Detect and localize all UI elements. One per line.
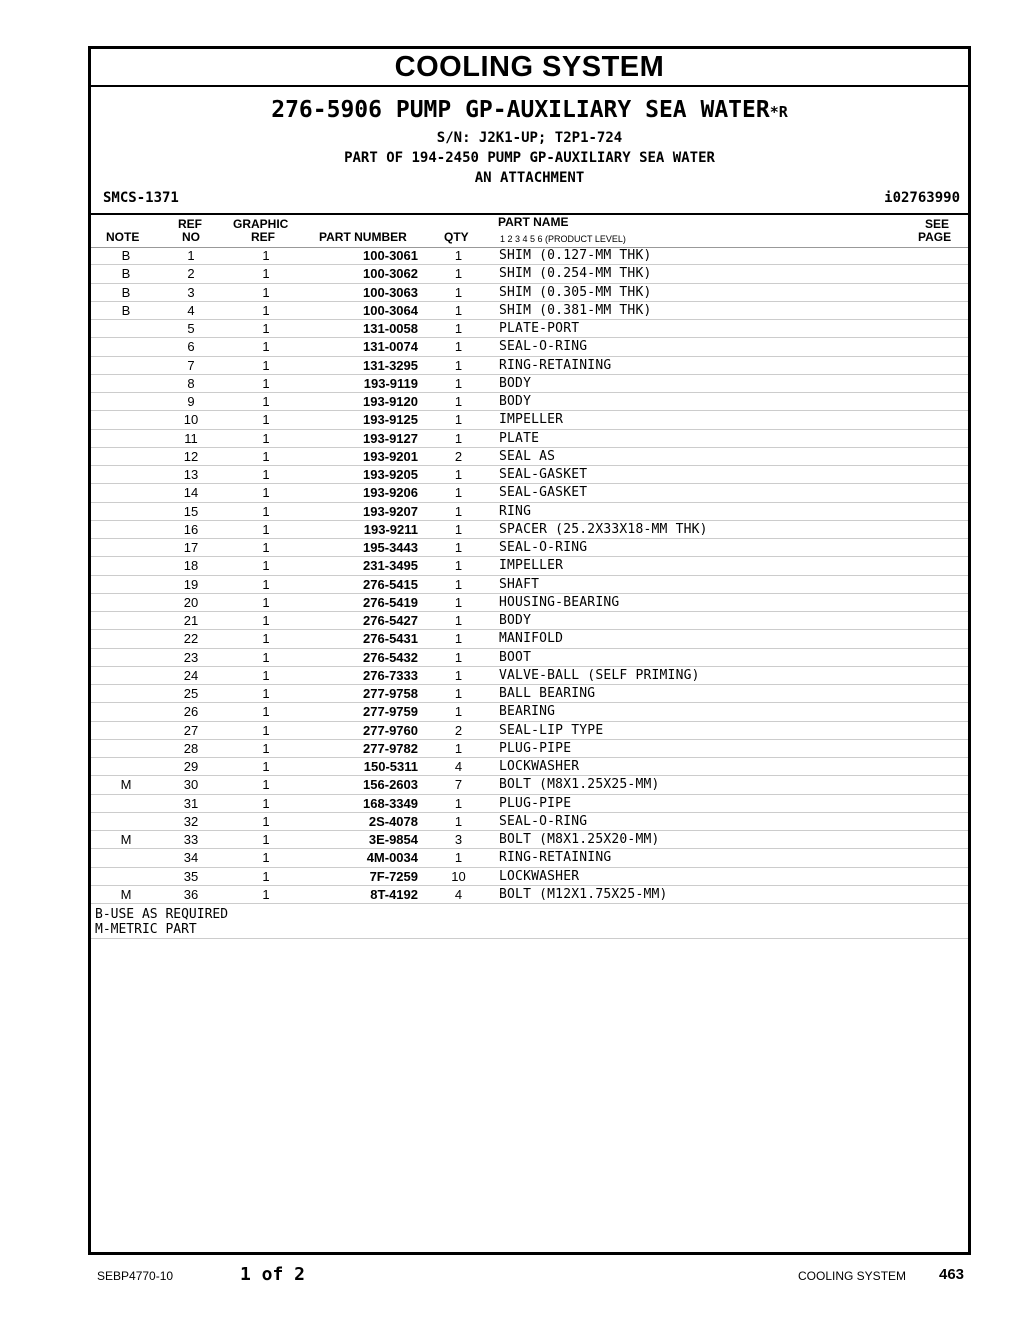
- ref-no-cell: 22: [183, 631, 199, 647]
- qty-cell: 1: [454, 813, 463, 829]
- note-cell: B: [121, 266, 131, 282]
- graphic-ref-cell: 1: [262, 813, 270, 829]
- part-name-cell: LOCKWASHER: [499, 759, 580, 774]
- table-row: [91, 758, 968, 776]
- part-number-cell: 3E-9854: [368, 832, 418, 847]
- qty-cell: 1: [454, 412, 463, 428]
- note-b: B-USE AS REQUIRED: [95, 907, 229, 922]
- table-row: [91, 776, 968, 794]
- graphic-ref-cell: 1: [262, 448, 270, 464]
- part-number-cell: 131-0058: [363, 321, 418, 336]
- ref-no-cell: 28: [183, 740, 199, 756]
- graphic-ref-cell: 1: [262, 631, 270, 647]
- footer-system: COOLING SYSTEM: [798, 1269, 907, 1283]
- part-name-cell: IMPELLER: [499, 412, 564, 428]
- ref-no-cell: 31: [183, 795, 199, 811]
- ref-no-cell: 12: [183, 448, 199, 464]
- graphic-ref-cell: 1: [262, 667, 270, 683]
- part-of-line: PART OF 194-2450 PUMP GP-AUXILIARY SEA WATER: [344, 150, 715, 166]
- table-row: [91, 740, 968, 758]
- part-name-cell: SEAL-LIP TYPE: [499, 722, 604, 738]
- graphic-ref-cell: 1: [262, 375, 270, 391]
- ref-no-cell: 26: [183, 704, 199, 720]
- table-row: [91, 557, 968, 575]
- part-name-cell: SHIM (0.254-MM THK): [499, 266, 652, 282]
- part-name-cell: BODY: [499, 613, 532, 628]
- table-row: [91, 667, 968, 685]
- group-header: [91, 96, 968, 188]
- ref-no-cell: 8: [187, 375, 195, 391]
- qty-cell: 2: [454, 722, 463, 738]
- table-row: [91, 284, 968, 302]
- qty-cell: 1: [454, 485, 463, 501]
- col-product-level: 1 2 3 4 5 6 (PRODUCT LEVEL): [500, 234, 626, 244]
- qty-cell: 1: [454, 266, 463, 282]
- ref-no-cell: 32: [183, 813, 199, 829]
- graphic-ref-cell: 1: [262, 248, 270, 263]
- col-ref-bottom: NO: [182, 230, 200, 244]
- group-title-text: 276-5906 PUMP GP-AUXILIARY SEA WATER: [271, 97, 770, 123]
- graphic-ref-cell: 1: [262, 759, 270, 774]
- part-name-cell: BODY: [499, 375, 532, 391]
- table-row: [91, 685, 968, 703]
- table-row: [91, 813, 968, 831]
- graphic-ref-cell: 1: [262, 357, 270, 373]
- graphic-ref-cell: 1: [262, 868, 270, 884]
- part-name-cell: SHIM (0.305-MM THK): [499, 284, 652, 300]
- table-row: [91, 448, 968, 466]
- col-see-top: SEE: [925, 217, 950, 231]
- ref-no-cell: 1: [187, 248, 195, 263]
- part-number-cell: 276-5427: [363, 613, 418, 628]
- part-name-cell: SEAL-GASKET: [499, 485, 588, 501]
- part-name-cell: SEAL-O-RING: [499, 540, 588, 555]
- qty-cell: 1: [454, 375, 463, 391]
- table-row: [91, 795, 968, 813]
- ref-no-cell: 18: [183, 558, 199, 574]
- table-row: [91, 338, 968, 356]
- graphic-ref-cell: 1: [262, 284, 270, 300]
- note-cell: B: [121, 284, 131, 300]
- qty-cell: 1: [454, 704, 463, 720]
- part-number-cell: 277-9782: [363, 740, 418, 756]
- part-number-cell: 231-3495: [363, 558, 418, 574]
- graphic-ref-cell: 1: [262, 503, 270, 519]
- table-row: [91, 357, 968, 375]
- group-title-suffix: *R: [769, 103, 788, 121]
- col-part-name: PART NAME: [498, 215, 569, 229]
- part-number-cell: 276-5415: [363, 576, 418, 592]
- part-name-cell: MANIFOLD: [499, 631, 564, 647]
- part-name-cell: BOOT: [499, 649, 532, 665]
- part-name-cell: BALL BEARING: [499, 686, 596, 701]
- part-number-cell: 193-9127: [363, 430, 418, 446]
- graphic-ref-cell: 1: [262, 430, 270, 446]
- qty-cell: 1: [454, 503, 463, 519]
- ref-no-cell: 21: [183, 613, 199, 628]
- part-name-cell: BODY: [499, 394, 532, 409]
- graphic-ref-cell: 1: [262, 740, 270, 756]
- part-name-cell: PLUG-PIPE: [499, 795, 572, 811]
- ref-no-cell: 5: [187, 321, 195, 336]
- part-number-cell: 276-5432: [363, 649, 418, 665]
- qty-cell: 4: [454, 886, 463, 902]
- table-row: [91, 484, 968, 502]
- part-name-cell: RING-RETAINING: [499, 357, 612, 373]
- col-graphic-bottom: REF: [251, 230, 275, 244]
- graphic-ref-cell: 1: [262, 613, 270, 628]
- ref-no-cell: 10: [183, 412, 199, 428]
- col-ref-top: REF: [178, 217, 202, 231]
- ref-no-cell: 14: [183, 485, 199, 501]
- part-name-cell: RING-RETAINING: [499, 850, 612, 866]
- graphic-ref-cell: 1: [262, 594, 270, 610]
- page-footer: [0, 1260, 1020, 1290]
- qty-cell: 1: [454, 558, 463, 574]
- parts-table: [91, 247, 968, 904]
- qty-cell: 1: [454, 339, 463, 355]
- qty-cell: 1: [454, 850, 463, 866]
- parts-list-frame: [88, 46, 971, 1255]
- part-name-cell: RING: [499, 503, 532, 519]
- ref-no-cell: 7: [187, 357, 195, 373]
- qty-cell: 3: [454, 832, 463, 847]
- ref-no-cell: 34: [183, 850, 199, 866]
- graphic-ref-cell: 1: [262, 886, 270, 902]
- ref-no-cell: 23: [183, 649, 199, 665]
- table-row: [91, 302, 968, 320]
- graphic-ref-cell: 1: [262, 485, 270, 501]
- table-row: [91, 247, 968, 265]
- part-number-cell: 2S-4078: [368, 813, 418, 829]
- part-name-cell: HOUSING-BEARING: [499, 594, 620, 610]
- graphic-ref-cell: 1: [262, 266, 270, 282]
- table-row: [91, 320, 968, 338]
- notes-legend: [95, 907, 968, 937]
- table-row: [91, 703, 968, 721]
- table-row: [91, 539, 968, 557]
- table-row: [91, 430, 968, 448]
- part-name-cell: BOLT (M12X1.75X25-MM): [499, 886, 668, 902]
- note-cell: M: [120, 886, 132, 902]
- part-number-cell: 193-9207: [363, 503, 418, 519]
- table-row: [91, 576, 968, 594]
- graphic-ref-cell: 1: [262, 521, 270, 537]
- graphic-ref-cell: 1: [262, 540, 270, 555]
- table-row: [91, 265, 968, 283]
- part-number-cell: 156-2603: [363, 777, 418, 793]
- graphic-ref-cell: 1: [262, 558, 270, 574]
- part-name-cell: SEAL-O-RING: [499, 339, 588, 355]
- table-row: [91, 868, 968, 886]
- column-headers: [91, 215, 968, 248]
- part-name-cell: SEAL AS: [499, 448, 556, 464]
- table-row: [91, 612, 968, 630]
- ref-no-cell: 9: [187, 394, 195, 409]
- col-qty: QTY: [444, 230, 469, 244]
- part-number-cell: 168-3349: [363, 795, 418, 811]
- qty-cell: 1: [454, 649, 463, 665]
- qty-cell: 1: [454, 667, 463, 683]
- part-name-cell: SHIM (0.127-MM THK): [499, 248, 652, 263]
- note-cell: B: [121, 248, 131, 263]
- part-number-cell: 193-9201: [363, 448, 418, 464]
- graphic-ref-cell: 1: [262, 321, 270, 336]
- page-number: 463: [939, 1266, 965, 1283]
- part-name-cell: BEARING: [499, 704, 556, 720]
- graphic-ref-cell: 1: [262, 795, 270, 811]
- notes-divider: [91, 938, 968, 939]
- graphic-ref-cell: 1: [262, 832, 270, 847]
- part-number-cell: 193-9206: [363, 485, 418, 501]
- table-row: [91, 831, 968, 849]
- part-name-cell: PLUG-PIPE: [499, 740, 572, 756]
- graphic-ref-cell: 1: [262, 686, 270, 701]
- section-title: COOLING SYSTEM: [91, 49, 968, 87]
- qty-cell: 1: [454, 594, 463, 610]
- note-m: M-METRIC PART: [95, 922, 197, 937]
- ref-no-cell: 15: [183, 503, 199, 519]
- ref-no-cell: 30: [183, 777, 199, 793]
- col-part-number: PART NUMBER: [319, 230, 407, 244]
- attachment-line: AN ATTACHMENT: [474, 170, 585, 186]
- part-number-cell: 8T-4192: [370, 886, 418, 902]
- graphic-ref-cell: 1: [262, 649, 270, 665]
- qty-cell: 1: [454, 321, 463, 336]
- codes-row: [91, 187, 968, 215]
- part-number-cell: 276-5419: [363, 594, 418, 610]
- ref-no-cell: 36: [183, 886, 199, 902]
- qty-cell: 1: [454, 613, 463, 628]
- table-row: [91, 411, 968, 429]
- ref-no-cell: 16: [183, 521, 199, 537]
- ref-no-cell: 25: [183, 686, 199, 701]
- part-name-cell: SPACER (25.2X33X18-MM THK): [499, 521, 708, 537]
- smcs-code: SMCS-1371: [103, 190, 179, 206]
- graphic-ref-cell: 1: [262, 339, 270, 355]
- part-name-cell: SHAFT: [499, 576, 540, 592]
- ref-no-cell: 11: [184, 430, 198, 446]
- ref-no-cell: 19: [183, 576, 199, 592]
- qty-cell: 1: [454, 576, 463, 592]
- graphic-ref-cell: 1: [262, 850, 270, 866]
- table-row: [91, 466, 968, 484]
- qty-cell: 1: [454, 521, 463, 537]
- part-number-cell: 277-9760: [363, 722, 418, 738]
- part-name-cell: BOLT (M8X1.25X20-MM): [499, 832, 660, 847]
- illustration-id: i02763990: [884, 190, 960, 206]
- part-number-cell: 100-3062: [363, 266, 418, 282]
- part-number-cell: 131-0074: [363, 339, 418, 355]
- table-row: [91, 630, 968, 648]
- note-cell: B: [121, 302, 131, 318]
- part-number-cell: 193-9205: [363, 467, 418, 482]
- col-see-bottom: PAGE: [918, 230, 952, 244]
- qty-cell: 1: [454, 631, 463, 647]
- graphic-ref-cell: 1: [262, 576, 270, 592]
- table-row: [91, 594, 968, 612]
- table-row: [91, 649, 968, 667]
- qty-cell: 1: [454, 540, 463, 555]
- part-number-cell: 131-3295: [363, 357, 418, 373]
- part-number-cell: 7F-7259: [369, 868, 418, 884]
- graphic-ref-cell: 1: [262, 704, 270, 720]
- ref-no-cell: 17: [183, 540, 199, 555]
- ref-no-cell: 2: [187, 266, 195, 282]
- graphic-ref-cell: 1: [262, 394, 270, 409]
- ref-no-cell: 29: [183, 759, 199, 774]
- part-number-cell: 193-9125: [363, 412, 418, 428]
- qty-cell: 4: [454, 759, 463, 774]
- serial-range: S/N: J2K1-UP; T2P1-724: [436, 130, 623, 146]
- qty-cell: 1: [454, 394, 463, 409]
- part-number-cell: 193-9211: [363, 521, 418, 537]
- qty-cell: 1: [454, 740, 463, 756]
- part-number-cell: 4M-0034: [366, 850, 418, 866]
- part-number-cell: 100-3061: [363, 248, 418, 263]
- ref-no-cell: 24: [183, 667, 199, 683]
- graphic-ref-cell: 1: [262, 302, 270, 318]
- graphic-ref-cell: 1: [262, 777, 270, 793]
- note-cell: M: [120, 777, 132, 793]
- part-number-cell: 150-5311: [363, 759, 418, 774]
- part-number-cell: 276-7333: [363, 667, 418, 683]
- part-number-cell: 100-3063: [363, 284, 418, 300]
- qty-cell: 1: [454, 467, 463, 482]
- qty-cell: 1: [454, 302, 463, 318]
- qty-cell: 2: [454, 448, 463, 464]
- part-number-cell: 193-9120: [363, 394, 418, 409]
- doc-number: SEBP4770-10: [97, 1269, 174, 1283]
- qty-cell: 1: [454, 284, 463, 300]
- qty-cell: 1: [454, 357, 463, 373]
- part-number-cell: 100-3064: [363, 302, 418, 318]
- part-name-cell: IMPELLER: [499, 558, 564, 574]
- table-row: [91, 849, 968, 867]
- part-number-cell: 193-9119: [363, 375, 418, 391]
- part-name-cell: SEAL-GASKET: [499, 467, 588, 482]
- ref-no-cell: 35: [183, 868, 199, 884]
- part-name-cell: SEAL-O-RING: [499, 813, 588, 829]
- part-name-cell: LOCKWASHER: [499, 868, 580, 884]
- table-row: [91, 393, 968, 411]
- qty-cell: 1: [454, 430, 463, 446]
- part-name-cell: PLATE: [499, 430, 540, 446]
- qty-cell: 1: [454, 248, 463, 263]
- part-number-cell: 277-9758: [363, 686, 418, 701]
- table-row: [91, 886, 968, 904]
- col-note: NOTE: [106, 230, 140, 244]
- ref-no-cell: 13: [183, 467, 199, 482]
- qty-cell: 1: [454, 686, 463, 701]
- part-name-cell: PLATE-PORT: [499, 321, 580, 336]
- graphic-ref-cell: 1: [262, 412, 270, 428]
- part-name-cell: VALVE-BALL (SELF PRIMING): [499, 667, 700, 683]
- ref-no-cell: 33: [183, 832, 199, 847]
- ref-no-cell: 6: [187, 339, 195, 355]
- col-graphic-top: GRAPHIC: [233, 217, 289, 231]
- graphic-ref-cell: 1: [262, 467, 270, 482]
- group-title: [91, 96, 968, 126]
- table-row: [91, 375, 968, 393]
- ref-no-cell: 3: [187, 284, 195, 300]
- ref-no-cell: 20: [183, 594, 199, 610]
- part-number-cell: 195-3443: [363, 540, 418, 555]
- qty-cell: 7: [454, 777, 463, 793]
- page-of: 1 of 2: [240, 1264, 306, 1285]
- table-row: [91, 521, 968, 539]
- part-number-cell: 277-9759: [363, 704, 418, 720]
- table-row: [91, 722, 968, 740]
- graphic-ref-cell: 1: [262, 722, 270, 738]
- part-name-cell: SHIM (0.381-MM THK): [499, 302, 652, 318]
- part-name-cell: BOLT (M8X1.25X25-MM): [499, 777, 660, 793]
- ref-no-cell: 27: [183, 722, 199, 738]
- ref-no-cell: 4: [187, 302, 195, 318]
- qty-cell: 1: [454, 795, 463, 811]
- part-number-cell: 276-5431: [363, 631, 418, 647]
- qty-cell: 10: [451, 868, 466, 884]
- note-cell: M: [120, 832, 132, 847]
- table-row: [91, 503, 968, 521]
